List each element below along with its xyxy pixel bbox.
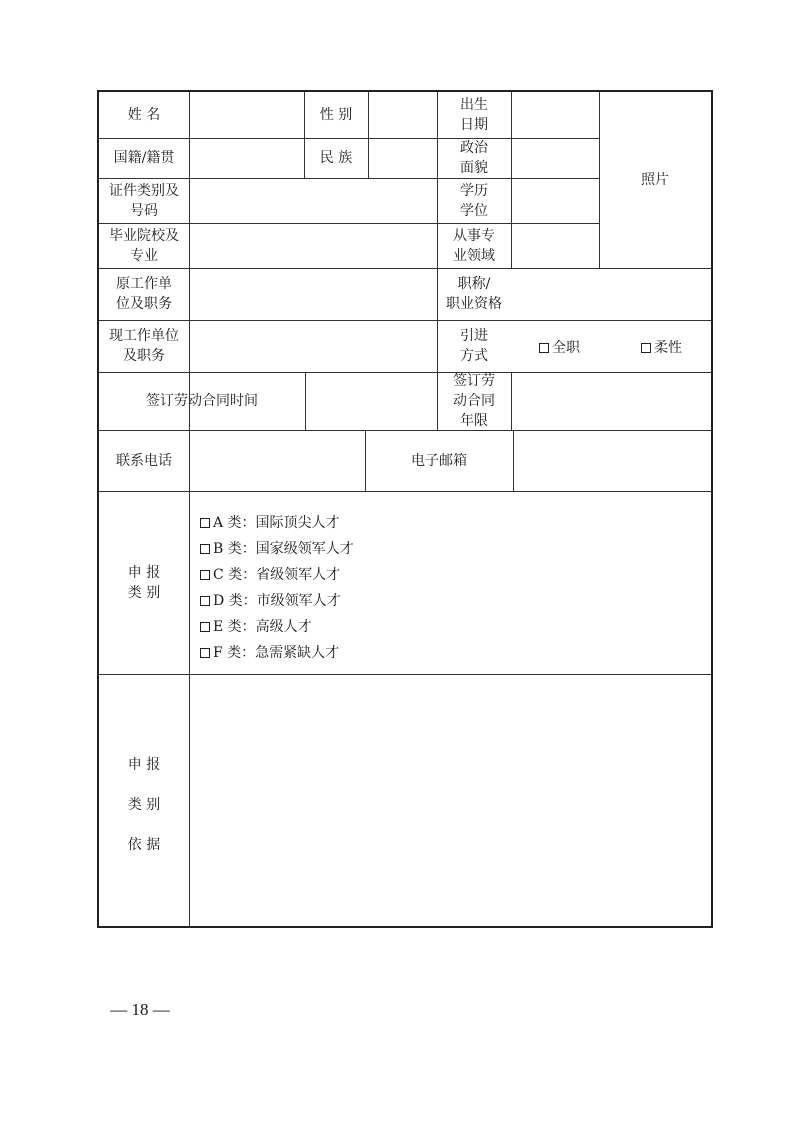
gender-field[interactable] [369,92,437,138]
label-nationality: 国籍/籍贯 [113,150,175,166]
birth-date-field[interactable] [512,92,599,138]
label-title: 职称/ 职业资格 [446,276,502,312]
professional-field-input[interactable] [512,223,599,268]
checkbox-icon [200,544,210,554]
category-a-checkbox[interactable]: A 类：国际顶尖人才 [200,510,354,536]
label-political-status: 政治 面貌 [460,140,488,176]
ethnicity-field[interactable] [369,138,437,178]
checkbox-icon [200,622,210,632]
label-school-major: 毕业院校及 专业 [109,227,179,264]
label-professional-field: 从事专 业领域 [453,227,495,264]
label-basis-3: 依 据 [127,837,161,853]
id-number-field[interactable] [190,178,437,223]
label-basis-1: 申 报 [127,757,161,773]
checkbox-icon [200,570,210,580]
label-education: 学历 学位 [460,182,488,219]
label-id-type: 证件类别及 号码 [109,182,179,219]
full-time-checkbox[interactable]: 全职 [539,338,580,358]
checkbox-icon [200,596,210,606]
category-f-checkbox[interactable]: F 类：急需紧缺人才 [200,640,354,666]
page-number: — 18 — [110,1000,170,1019]
flexible-checkbox[interactable]: 柔性 [641,338,682,358]
political-status-field[interactable] [512,138,599,178]
label-contract-term: 签订劳 动合同 年限 [453,373,495,429]
label-basis-2: 类 别 [127,797,161,813]
category-c-checkbox[interactable]: C 类：省级领军人才 [200,562,354,588]
label-name: 姓 名 [127,107,161,123]
checkbox-icon [200,518,210,528]
category-options [200,510,354,666]
checkbox-icon [200,648,210,658]
label-former-unit: 原工作单 位及职务 [116,276,172,312]
name-field[interactable] [190,92,304,138]
label-category: 申 报 类 别 [127,564,161,601]
label-phone: 联系电话 [116,452,172,469]
label-gender: 性 别 [319,107,353,123]
education-field[interactable] [512,178,599,223]
current-unit-field[interactable] [190,320,437,372]
category-b-checkbox[interactable]: B 类：国家级领军人才 [200,536,354,562]
checkbox-icon [539,343,549,353]
school-major-field[interactable] [190,223,437,268]
checkbox-icon [641,343,651,353]
label-intro-method: 引进 方式 [460,328,488,364]
former-unit-field[interactable] [190,268,437,320]
category-d-checkbox[interactable]: D 类：市级领军人才 [200,588,354,614]
photo-box[interactable]: 照片 [641,172,669,188]
nationality-field[interactable] [190,138,304,178]
row-divider [99,491,711,492]
basis-text-area[interactable] [190,675,711,926]
label-current-unit: 现工作单位 及职务 [109,328,179,364]
phone-field[interactable] [190,430,365,491]
category-e-checkbox[interactable]: E 类：高级人才 [200,614,354,640]
contract-time-field[interactable] [306,372,437,430]
label-contract-time: 签订劳动合同时间 [146,393,258,409]
contract-term-field[interactable] [512,372,711,430]
email-field[interactable] [514,430,711,491]
label-email: 电子邮箱 [411,452,467,469]
label-birth-date: 出生 日期 [460,97,488,133]
application-form-table [97,90,713,928]
title-field[interactable] [512,268,711,320]
label-ethnicity: 民 族 [319,150,353,166]
